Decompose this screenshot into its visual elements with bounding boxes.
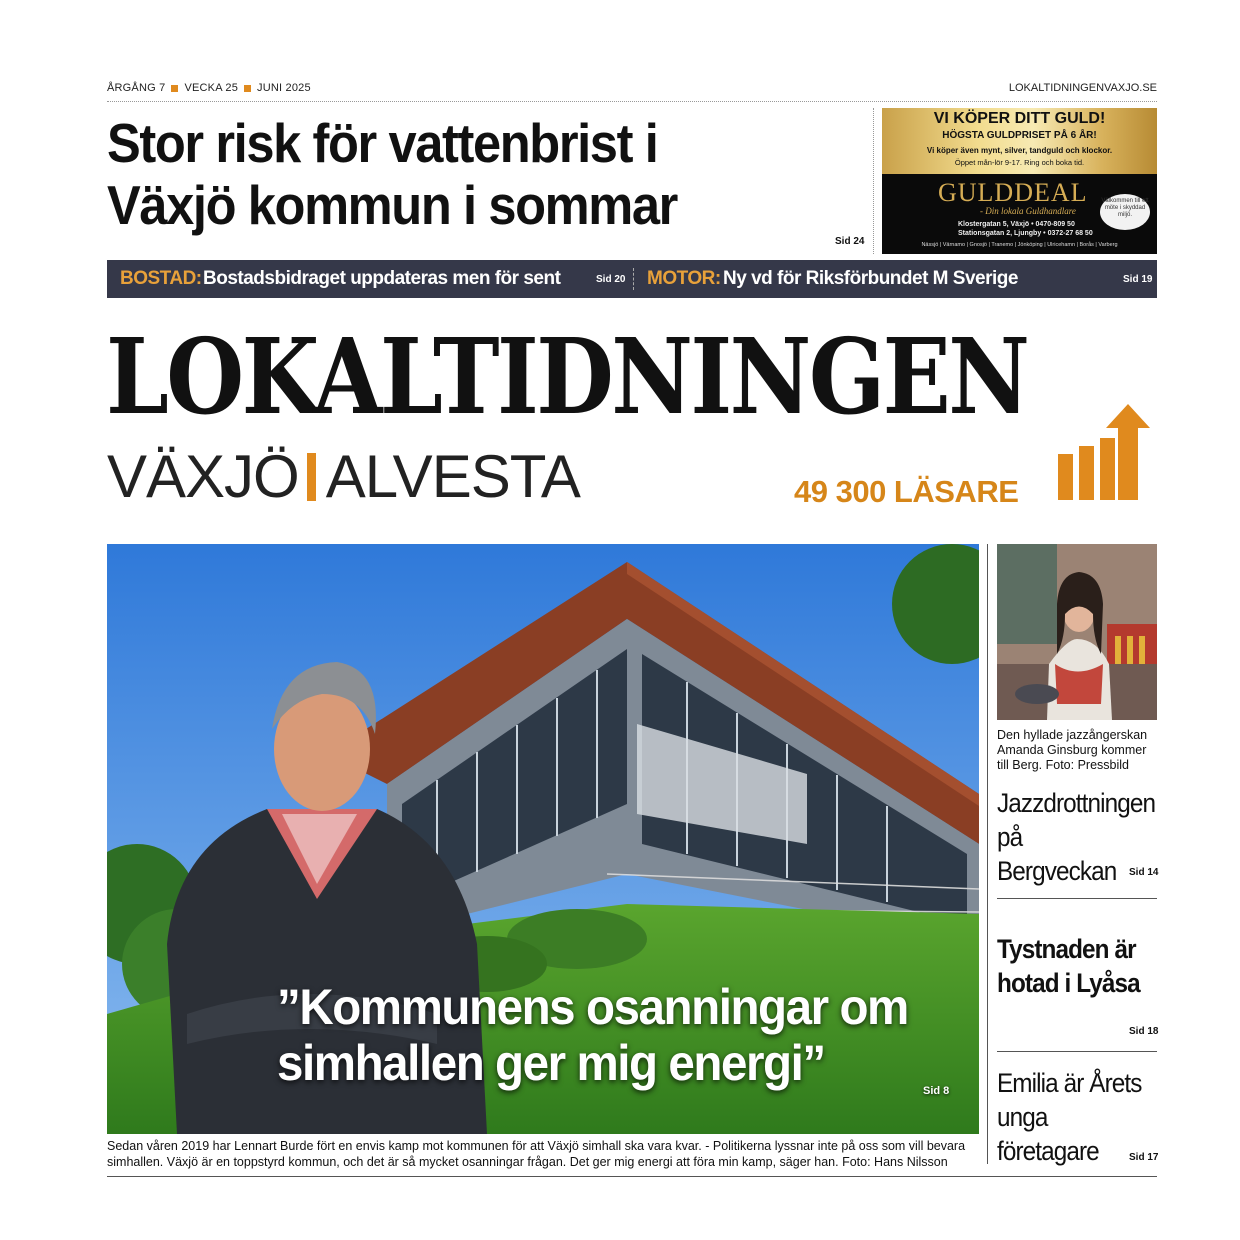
sidebar-page-ref: Sid 18 (1129, 1026, 1159, 1037)
issue-week: VECKA 25 (184, 82, 239, 94)
sidebar-divider (997, 898, 1157, 899)
sidebar-page-ref: Sid 14 (1129, 867, 1159, 878)
readers-count: 49 300 LÄSARE (794, 474, 1019, 509)
ad-address-1: Klostergatan 5, Växjö • 0470-809 50 (958, 221, 1075, 228)
region-name (107, 445, 580, 509)
issue-date: JUNI 2025 (257, 82, 311, 94)
sidebar-article-lyasa[interactable]: Tystnaden är hotad i Lyåsa (997, 934, 1140, 998)
region-alvesta: ALVESTA (325, 443, 580, 510)
teaser-label-motor: MOTOR: (647, 268, 721, 289)
teaser-label-bostad: BOSTAD: (120, 268, 202, 289)
sidebar-divider (997, 1051, 1157, 1052)
hero-quote[interactable]: ”Kommunens osanningar om simhallen ger mig energi” (277, 979, 908, 1091)
teaser-page-ref: Sid 19 (1123, 274, 1153, 285)
region-separator (307, 453, 316, 501)
column-divider (987, 544, 988, 1164)
sidebar-photo-caption: Den hyllade jazzångerskan Amanda Ginsburg kommer till Berg. Foto: Pressbild (997, 728, 1148, 772)
sidebar-article-emilia[interactable]: Emilia är Årets unga företagare (997, 1068, 1142, 1166)
hero-page-ref: Sid 8 (923, 1085, 950, 1097)
ad-subtitle: HÖGSTA GULDPRISET PÅ 6 ÅR! (942, 130, 1097, 141)
growth-chart-icon (1052, 398, 1160, 504)
separator-square (171, 85, 178, 92)
headline-page-ref: Sid 24 (835, 236, 865, 247)
separator-square (244, 85, 251, 92)
ad-address-2: Stationsgatan 2, Ljungby • 0372-27 68 50 (958, 230, 1093, 237)
top-divider (107, 101, 1157, 102)
newspaper-logo[interactable]: LOKALTIDNINGEN (106, 315, 1028, 438)
ad-tagline: - Din lokala Guldhandlare (980, 206, 1076, 216)
ad-address (958, 220, 1093, 238)
gold-ad[interactable] (882, 108, 1157, 254)
teaser-bar (107, 260, 1157, 298)
main-headline[interactable]: Stor risk för vattenbrist i Växjö kommun i sommar (107, 112, 677, 236)
teaser-link-bostad[interactable]: Bostadsbidraget uppdateras men för sent (203, 268, 561, 289)
teaser-page-ref: Sid 20 (596, 274, 626, 285)
teaser-divider (633, 268, 634, 290)
bottom-divider (107, 1176, 1157, 1177)
ad-hours: Öppet mån-lör 9-17. Ring och boka tid. (954, 158, 1085, 167)
issue-info (107, 82, 311, 94)
sidebar-article-jazz[interactable]: Jazzdrottningen på Bergveckan (997, 788, 1156, 886)
ad-locations: Nässjö | Värnamo | Gnosjö | Tranemo | Jönköping | Ulricehamn | Borås | Varberg (921, 242, 1118, 248)
sidebar-illustration (997, 544, 1157, 720)
ad-title: VI KÖPER DITT GULD! (933, 110, 1106, 127)
ad-divider (873, 108, 874, 254)
ad-brand: GULDDEAL (938, 178, 1088, 207)
website-link[interactable]: LOKALTIDNINGENVAXJO.SE (1008, 82, 1157, 94)
sidebar-page-ref: Sid 17 (1129, 1152, 1159, 1163)
region-vaxjo: VÄXJÖ (107, 443, 299, 510)
ad-line: Vi köper även mynt, silver, tandguld och klockor. (926, 146, 1113, 155)
sidebar-photo[interactable] (997, 544, 1157, 720)
hero-photo[interactable] (107, 544, 979, 1134)
ad-badge: Välkommen till ett möte i skyddad miljö. (1100, 194, 1150, 230)
issue-volume: ÅRGÅNG 7 (107, 82, 166, 94)
hero-caption: Sedan våren 2019 har Lennart Burde fört en envis kamp mot kommunen för att Växjö simhall ska vara kvar. - Politikerna lyssnar inte på oss som vill bevara simhallen. Växjö är en toppstyrd kommun, och det är så mycket osanningar frågan. Det ger mig energi att föra min kamp, säger han. Foto: Hans Nilsson (107, 1139, 966, 1169)
teaser-link-motor[interactable]: Ny vd för Riksförbundet M Sverige (723, 268, 1018, 289)
